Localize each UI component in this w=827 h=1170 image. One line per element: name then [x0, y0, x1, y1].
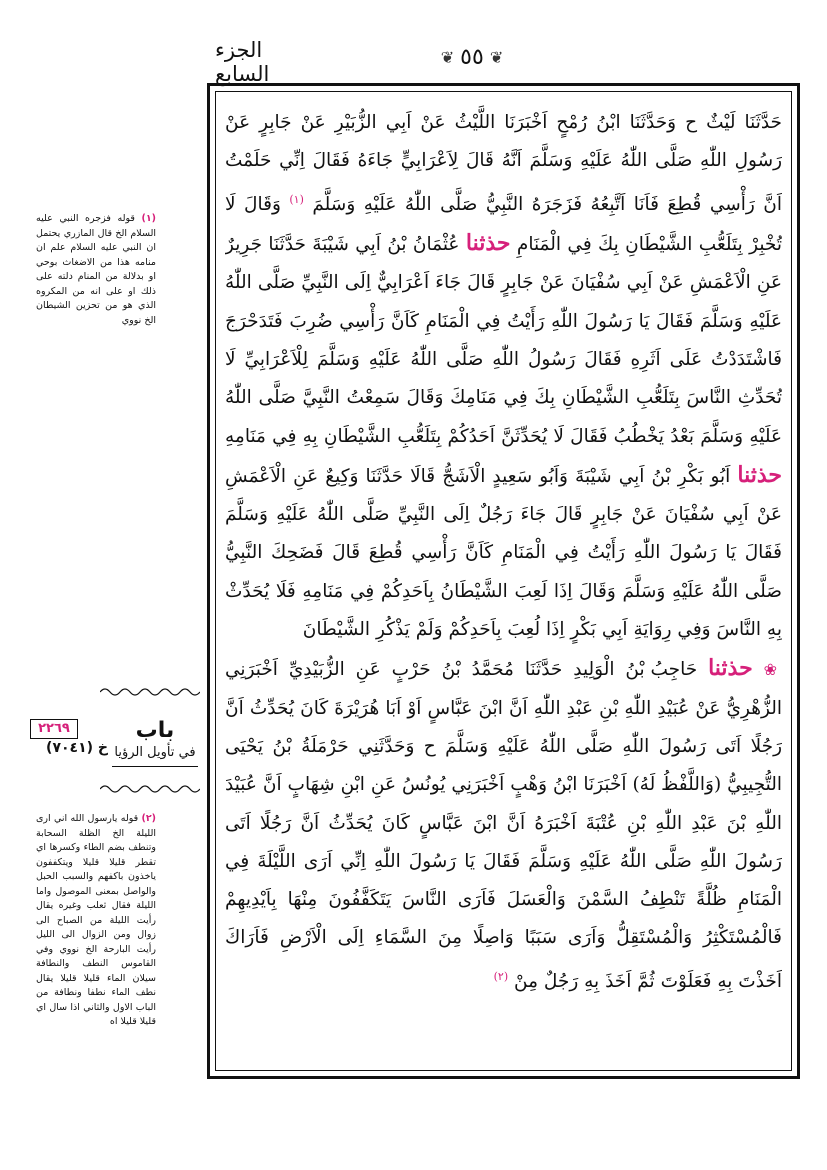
haddathana-keyword: حذثنا: [465, 230, 511, 257]
flower-icon: ❀: [763, 660, 782, 680]
note-number: (٢): [141, 813, 156, 824]
note-number: (١): [141, 213, 156, 224]
page-number: ٥٥: [460, 44, 484, 70]
hadith-text: اَبُو بَكْرِ بْنُ اَبِي شَيْبَةَ وَاَبُو سَعِيدٍ الْاَشَجُّ قَالَا حَدَّثَنَا وَكِيعٌ عَنِ الْاَعْمَشِ عَنْ اَبِي سُفْيَانَ عَنْ جَابِرٍ قَالَ جَاءَ رَجُلٌ اِلَى النَّبِيِّ صَلَّى اللّٰهُ عَلَيْهِ وَسَلَّمَ فَقَالَ يَا رَسُولَ اللّٰهِ رَأَيْتُ فِي الْمَنَامِ كَاَنَّ رَأْسِي قُطِعَ قَالَ فَضَحِكَ النَّبِيُّ صَلَّى اللّٰهُ عَلَيْهِ وَسَلَّمَ وَقَالَ اِذَا لَعِبَ الشَّيْطَانُ بِاَحَدِكُمْ فِي مَنَامِهِ فَلَا يُحَدِّثْ بِهِ النَّاسَ وَفِي رِوَايَةِ اَبِي بَكْرٍ اِذَا لُعِبَ بِاَحَدِكُمْ وَلَمْ يَذْكُرِ الشَّيْطَانَ: [225, 465, 782, 641]
wave-divider-icon: [100, 686, 200, 698]
chapter-heading: [112, 718, 198, 767]
bukhari-letter: خ: [97, 740, 108, 756]
right-ornament-icon: ❦: [489, 47, 504, 67]
hadith-text: وَقَالَ لَا تُخْبِرْ بِتَلَعُّبِ الشَّيْطَانِ بِكَ فِي الْمَنَامِ: [225, 193, 782, 256]
page-number-header: [424, 38, 520, 76]
hadith-text: حَدَّثَنَا لَيْثٌ ح وَحَدَّثَنَا ابْنُ رُمْحٍ اَخْبَرَنَا اللَّيْثُ عَنْ اَبِي الزُّبَيْرِ عَنْ جَابِرٍ عَنْ رَسُولِ اللّٰهِ صَلَّى اللّٰهُ عَلَيْهِ وَسَلَّمَ اَنَّهُ قَالَ لِاَعْرَابِيٍّ جَاءَهُ فَقَالَ اِنِّي حَلَمْتُ اَنَّ رَأْسِي قُطِعَ فَاَنَا اَتَّبِعُهُ فَزَجَرَهُ النَّبِيُّ صَلَّى اللّٰهُ عَلَيْهِ وَسَلَّمَ: [225, 112, 782, 215]
haddathana-keyword: حذثنا: [737, 461, 782, 488]
hadith-text: عُثْمَانُ بْنُ اَبِي شَيْبَةَ حَدَّثَنَا جَرِيرٌ عَنِ الْاَعْمَشِ عَنْ اَبِي سُفْيَانَ عَنْ جَابِرٍ قَالَ جَاءَ اَعْرَابِيٌّ اِلَى النَّبِيِّ صَلَّى اللّٰهُ عَلَيْهِ وَسَلَّمَ فَقَالَ يَا رَسُولَ اللّٰهِ رَأَيْتُ فِي الْمَنَامِ كَاَنَّ رَأْسِي ضُرِبَ فَتَدَحْرَجَ فَاشْتَدَدْتُ عَلَى اَثَرِهِ فَقَالَ رَسُولُ اللّٰهِ صَلَّى اللّٰهُ عَلَيْهِ وَسَلَّمَ لِلْاَعْرَابِيِّ لَا تُحَدِّثِ النَّاسَ بِتَلَعُّبِ الشَّيْطَانِ بِكَ فِي مَنَامِكَ وَقَالَ سَمِعْتُ النَّبِيَّ صَلَّى اللّٰهُ عَلَيْهِ وَسَلَّمَ بَعْدُ يَخْطُبُ فَقَالَ لَا يُحَدِّثَنَّ اَحَدُكُمْ بِتَلَعُّبِ الشَّيْطَانِ بِهِ فِي مَنَامِهِ: [225, 234, 782, 447]
bukhari-number: (٧٠٤١): [46, 740, 94, 756]
hadith-text-block: [225, 104, 782, 1062]
margin-note-1: [36, 212, 156, 328]
chapter-underline: [112, 766, 198, 767]
part-title: الجزء السابع: [215, 38, 270, 86]
note-text: قوله فزجره النبي عليه السلام الخ قال المازري يحتمل ان النبي عليه السلام علم ان منامه هذا من الاضغاث بوحي او بدلالة من المنام دلته على ذلك او على انه من المكروه الذي هو من تحزين الشيطان الخ نووي: [36, 213, 156, 326]
note-text: قوله يارسول الله اني ارى الليلة الخ الظلة السحابة وتنطف بضم الطاء وكسرها اي تقطر قليلا قليلا ويتكففون ياخذون باكفهم والسبب الحبل والواصل بمعنى الموصول واما الليلة فقال ثعلب وغيره يقال رأيت الليلة من الصباح الى زوال ومن الزوال الى الليل رأيت البارحة الخ نووي وفي القاموس النطف والنطافة سيلان الماء قليلا قليلا يقال نطف الماء نطفا ونطافة من الباب الاول والثاني اذا سال اي قليلا قليلا اه: [36, 813, 156, 1027]
bukhari-reference: [28, 740, 108, 756]
footnote-ref-2: (٢): [493, 969, 509, 983]
haddathana-keyword: حذثنا: [708, 655, 753, 682]
chapter-bab: باب: [135, 718, 175, 743]
margin-note-2: [36, 812, 156, 1030]
wave-divider-icon: [100, 783, 200, 795]
hadith-paragraph: [225, 104, 782, 649]
footnote-ref-1: (١): [289, 192, 304, 206]
hadith-text: حَاجِبُ بْنُ الْوَلِيدِ حَدَّثَنَا مُحَمَّدُ بْنُ حَرْبٍ عَنِ الزُّبَيْدِيِّ اَخْبَرَنِي الزُّهْرِيُّ عَنْ عُبَيْدِ اللّٰهِ بْنِ عَبْدِ اللّٰهِ اَنَّ ابْنَ عَبَّاسٍ اَوْ اَبَا هُرَيْرَةَ كَانَ يُحَدِّثُ اَنَّ رَجُلًا اَتَى رَسُولَ اللّٰهِ صَلَّى اللّٰهُ عَلَيْهِ وَسَلَّمَ ح وَحَدَّثَنِي حَرْمَلَةُ بْنُ يَحْيَى التُّجِيبِيُّ (وَاللَّفْظُ لَهُ) اَخْبَرَنَا ابْنُ وَهْبٍ اَخْبَرَنِي يُونُسُ عَنِ ابْنِ شِهَابٍ اَنَّ عُبَيْدَ اللّٰهِ بْنَ عَبْدِ اللّٰهِ بْنِ عُتْبَةَ اَخْبَرَهُ اَنَّ ابْنَ عَبَّاسٍ كَانَ يُحَدِّثُ اَنَّ رَجُلًا اَتَى رَسُولَ اللّٰهِ صَلَّى اللّٰهُ عَلَيْهِ وَسَلَّمَ فَقَالَ يَا رَسُولَ اللّٰهِ اِنِّي اَرَى اللَّيْلَةَ فِي الْمَنَامِ ظُلَّةً تَنْطِفُ السَّمْنَ وَالْعَسَلَ فَاَرَى النَّاسَ يَتَكَفَّفُونَ مِنْهَا بِاَيْدِيهِمْ فَالْمُسْتَكْثِرُ وَالْمُسْتَقِلُّ وَاَرَى سَبَبًا وَاصِلًا مِنَ السَّمَاءِ اِلَى الْاَرْضِ فَاَرَاكَ اَخَذْتَ بِهِ فَعَلَوْتَ ثُمَّ اَخَذَ بِهِ رَجُلٌ مِنْ: [225, 659, 782, 992]
left-ornament-icon: ❦: [440, 47, 455, 67]
hadith-number-box: ٢٢٦٩: [30, 719, 78, 739]
hadith-paragraph: [225, 649, 782, 1001]
chapter-subtitle: في تأويل الرؤيا: [114, 745, 196, 760]
